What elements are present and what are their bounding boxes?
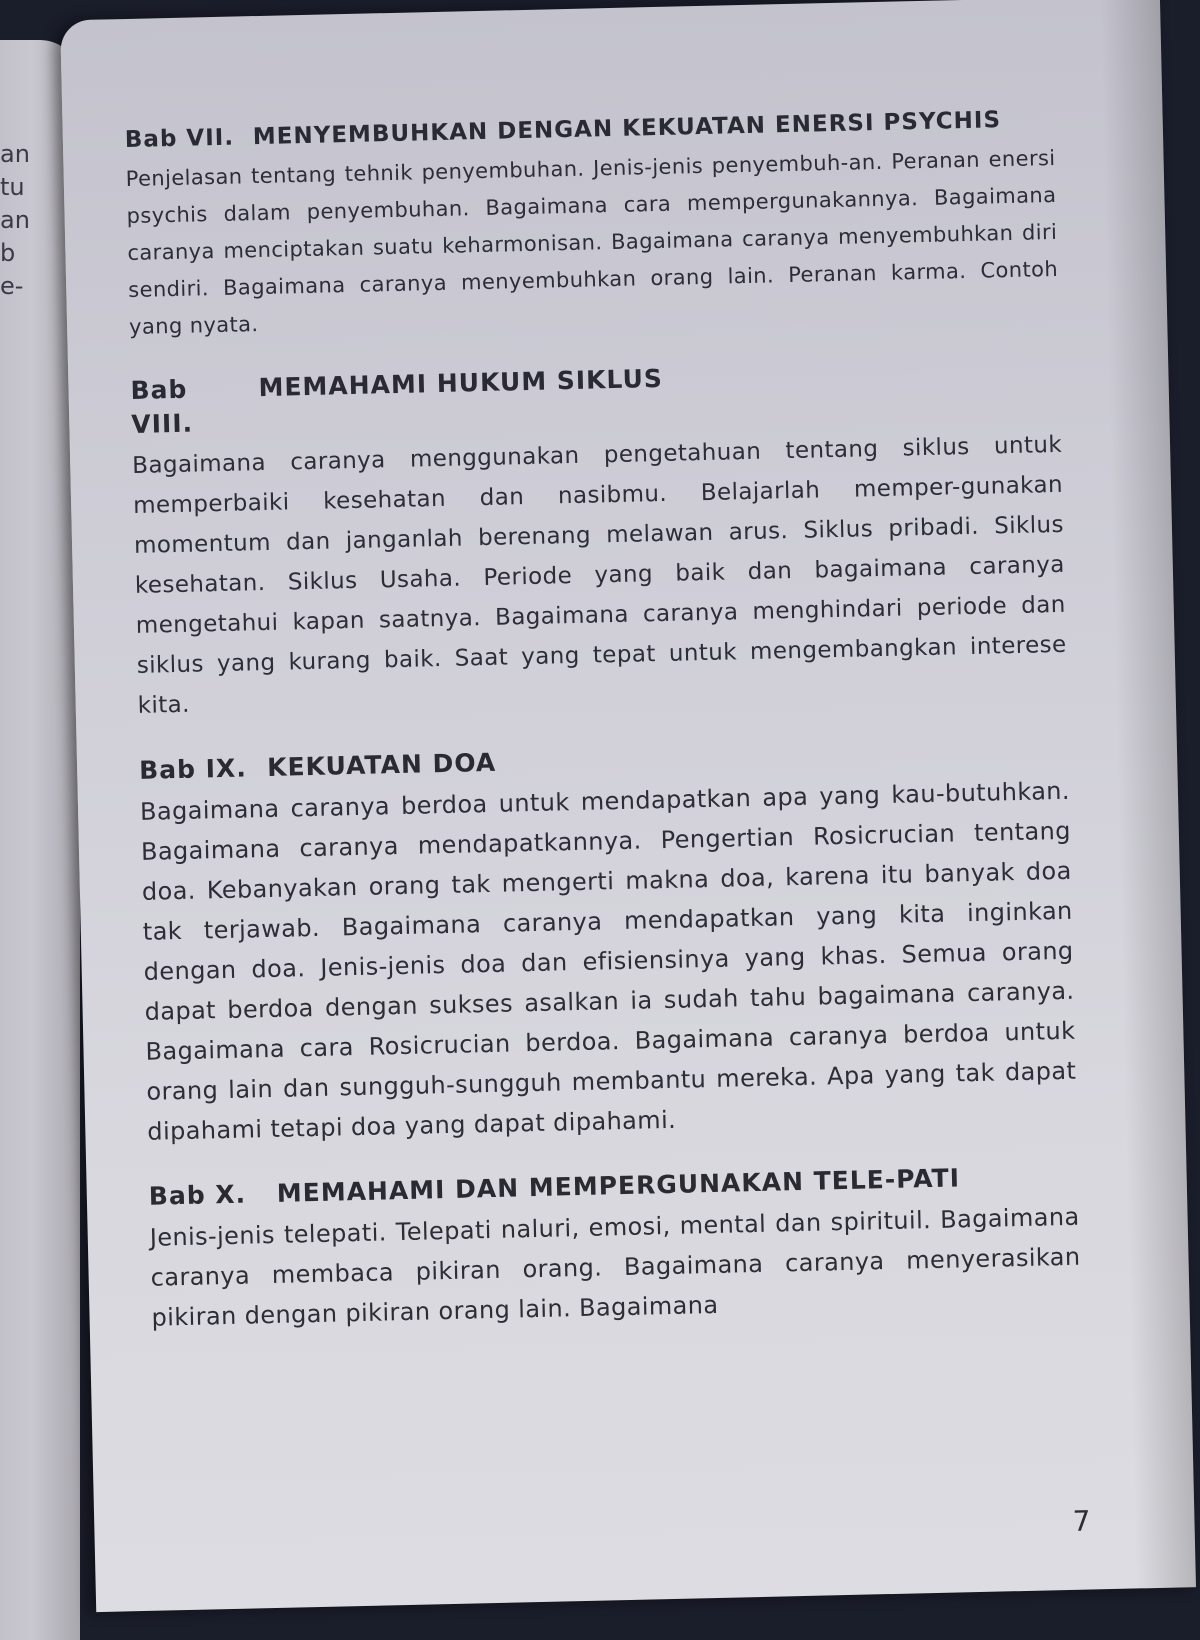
chapter-label: Bab X.: [148, 1179, 247, 1211]
facing-page-fragment: e-: [0, 272, 24, 300]
page-number: 7: [1072, 1504, 1091, 1538]
facing-page-text: [0, 138, 60, 303]
chapter-viii: [130, 353, 1068, 726]
chapter-description: Penjelasan tentang tehnik penyembuhan. Jenis-jenis penyembuh-an. Peranan enersi psychis dalam penyembuhan. Bagaimana cara mempergunakannya. Bagaimana caranya menciptakan suatu keharmonisan. Bagaimana caranya menyembuhkan diri sendiri. Bagaimana caranya menyembuhkan orang lain. Peranan karma. Contoh yang nyata.: [125, 145, 1059, 339]
page-shadow: [1100, 0, 1196, 1588]
chapter-label: Bab VII.: [124, 124, 235, 154]
chapter-title: MEMAHAMI DAN MEMPERGUNAKAN TELE-PATI: [276, 1163, 961, 1208]
chapter-title: MENYEMBUHKAN DENGAN KEKUATAN ENERSI PSYCHIS: [252, 107, 1002, 151]
chapter-title: KEKUATAN DOA: [266, 747, 497, 782]
facing-page-fragment: an: [0, 206, 30, 234]
facing-page-fragment: tu: [0, 173, 25, 201]
chapter-label: Bab VIII.: [130, 374, 194, 439]
chapter-description: Jenis-jenis telepati. Telepati naluri, emosi, mental dan spirituil. Bagaimana caranya membaca pikiran orang. Bagaimana caranya menyerasikan pikiran dengan pikiran orang lain. Bagaimana: [149, 1202, 1081, 1332]
chapter-description: Bagaimana caranya menggunakan pengetahuan tentang siklus untuk memperbaiki kesehatan dan nasibmu. Belajarlah memper-gunakan momentum dan janganlah berenang melawan arus. Siklus pribadi. Siklus kesehatan. Siklus Usaha. Periode yang baik dan bagaimana caranya mengetahui kapan saatnya. Bagaimana caranya menghindari periode dan siklus yang kurang baik. Saat yang tepat untuk mengembangkan interese kita.: [131, 431, 1067, 719]
page-content: [124, 102, 1082, 1366]
chapter-description: Bagaimana caranya berdoa untuk mendapatkan apa yang kau-butuhkan. Bagaimana caranya mendapatkannya. Pengertian Rosicrucian tentang doa. Kebanyakan orang tak mengerti makna doa, karena itu banyak doa tak terjawab. Bagaimana caranya mendapatkan yang kita inginkan dengan doa. Jenis-jenis doa dan efisiensinya yang khas. Semua orang dapat berdoa dengan sukses asalkan ia sudah tahu bagaimana caranya. Bagaimana cara Rosicrucian berdoa. Bagaimana caranya berdoa untuk orang lain dan sungguh-sungguh membantu mereka. Apa yang tak dapat dipahami tetapi doa yang dapat dipahami.: [139, 776, 1077, 1146]
chapter-vii: [124, 102, 1059, 346]
chapter-label: Bab IX.: [138, 753, 248, 785]
chapter-ix: [139, 733, 1078, 1152]
chapter-title: MEMAHAMI HUKUM SIKLUS: [258, 363, 664, 403]
chapter-x: [148, 1159, 1081, 1338]
facing-page-fragment: an: [0, 140, 30, 168]
facing-page-fragment: b: [0, 239, 16, 267]
book-page: [60, 0, 1196, 1612]
